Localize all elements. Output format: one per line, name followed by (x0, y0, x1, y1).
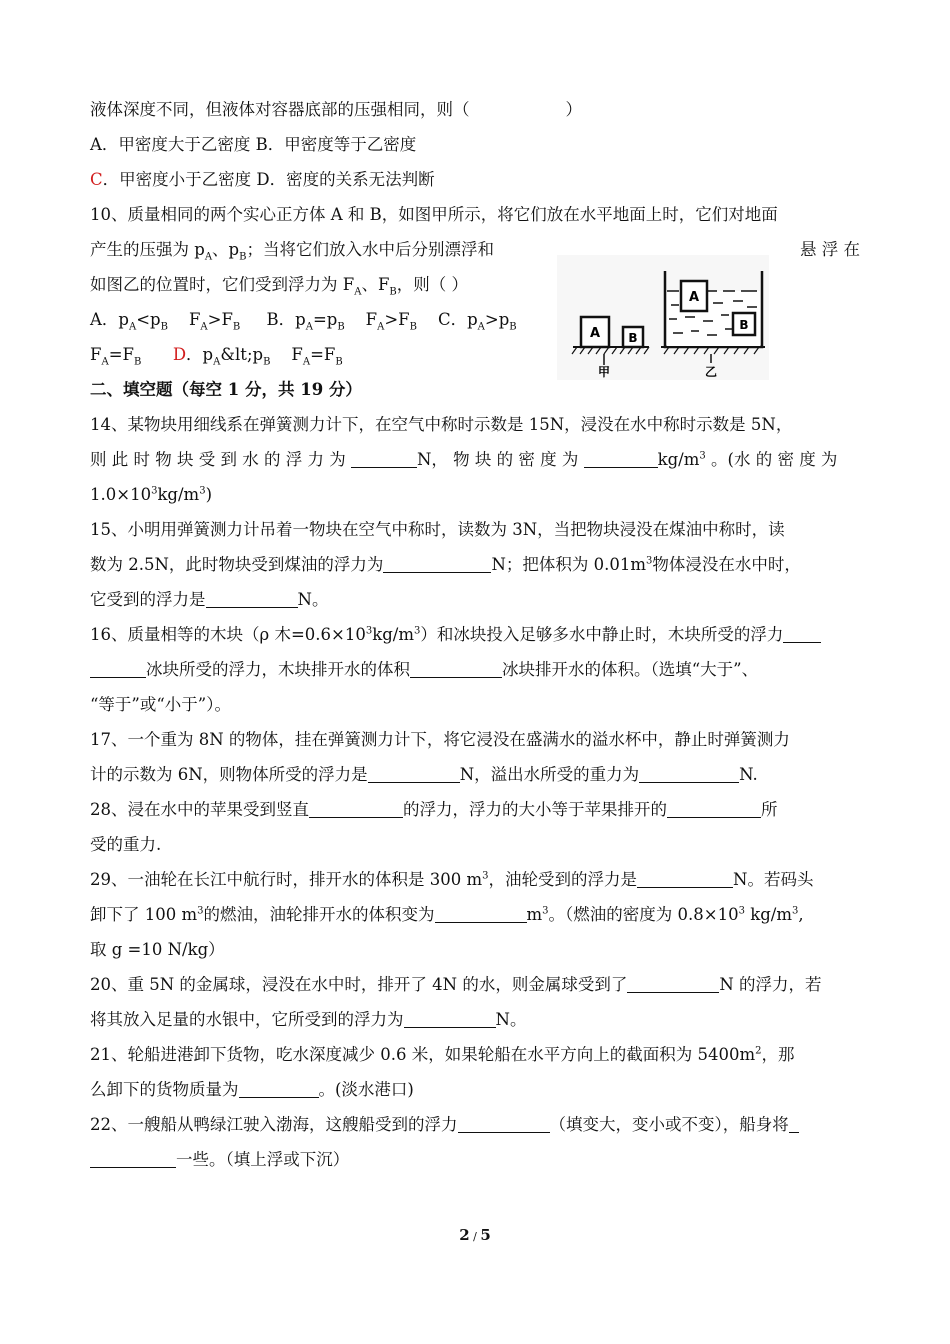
q16-text: kg/m (372, 625, 414, 644)
q10-option-d-letter: D (172, 345, 187, 364)
q29-text: ，油轮受到的浮力是 (488, 870, 637, 889)
label-jia: 甲 (597, 365, 611, 379)
q28-text: 28、浸在水中的苹果受到竖直 (90, 800, 309, 819)
q17-text: N. (739, 765, 758, 784)
q20-text: N 的浮力，若 (719, 975, 822, 994)
q15-line-3 (90, 582, 860, 617)
q10-option-d: ．$p_A\&lt;p_B$ $F_A=F_B$ (186, 345, 343, 368)
q15-text: 物体浸没在水中时， (652, 555, 801, 574)
q20-text: N。 (495, 1010, 527, 1029)
q16-line-3: “等于”或“小于”）。 (90, 695, 231, 714)
q20-text: 将其放入足量的水银中，它所受到的浮力为 (90, 1010, 404, 1029)
label-a-yi: A (688, 290, 700, 305)
q17-text: 计的示数为 6N，则物体所受的浮力是 (90, 765, 368, 784)
label-b-yi: B (739, 318, 749, 332)
q17-line-2 (90, 757, 860, 792)
q15-text: N。 (297, 590, 329, 609)
answer-blank[interactable] (309, 801, 403, 818)
q14-text: N， 物 块 的 密 度 为 (416, 450, 579, 469)
q14-line-1: 14、某物块用细线系在弹簧测力计下，在空气中称时示数是 15N，浸没在水中称时示数是 5N， (90, 415, 793, 434)
q28-text: 所 (761, 800, 778, 819)
answer-blank[interactable] (584, 451, 658, 468)
answer-blank[interactable] (90, 661, 146, 678)
q9-options-cd (90, 162, 860, 197)
q15-text: 数为 2.5N，此时物块受到煤油的浮力为 (90, 555, 384, 574)
q9-options-ab: A．甲密度大于乙密度 B．甲密度等于乙密度 (90, 135, 417, 154)
answer-blank[interactable] (206, 591, 298, 608)
q14-text: ) (205, 485, 213, 504)
q10-option-a: A．$p_A<p_B$ $F_A>F_B$ (90, 310, 241, 333)
q10-text: ，则（ ） (396, 275, 468, 294)
q10-text: 产生的压强为 p (90, 240, 205, 259)
q9-option-c-letter: C (90, 170, 103, 189)
q10-text: 、p (212, 240, 240, 259)
q14-text: 则 此 时 物 块 受 到 水 的 浮 力 为 (90, 450, 346, 469)
q20-text: 20、重 5N 的金属球，浸没在水中时，排开了 4N 的水，则金属球受到了 (90, 975, 628, 994)
q14-text: kg/m (157, 485, 200, 504)
q16-text: 16、质量相等的木块（ρ 木=0.6×10 (90, 625, 366, 644)
page-total: 5 (480, 1226, 491, 1244)
q16-text: 冰块排开水的体积。（选填“大于”、 (502, 660, 759, 679)
q29-text: 卸下了 100 m (90, 905, 198, 924)
q21-text: 么卸下的货物质量为 (90, 1080, 239, 1099)
q10-line-1: 10、质量相同的两个实心正方体 A 和 B，如图甲所示，将它们放在水平地面上时，它们对地面 (90, 205, 778, 224)
q16-line-1: 16、质量相等的木块（ρ 木$=0.6\times 10^3kg/m^3$）和冰块投入足够多水中静止时，木块所受的浮力 (90, 617, 860, 652)
q29-text: , (798, 905, 804, 924)
q16-text: ）和冰块投入足够多水中静止时，木块所受的浮力 (420, 625, 784, 644)
q14-text: 。(水 的 密 度 为 (711, 450, 838, 469)
sub-a: A (204, 251, 213, 263)
section-2-heading: 二、填空题（每空 1 分，共 19 分） (90, 380, 362, 399)
q29-line-3: 取 g =10 N/kg） (90, 940, 225, 959)
q15-line-2: 数为 2.5N，此时物块受到煤油的浮力为 N；把体积为 $0.01m^3$物体浸没在水中时， (90, 555, 801, 574)
q21-text: ，那 (761, 1045, 795, 1064)
q10-option-c-cont: $F_A=F_B$ (90, 345, 142, 368)
sub-b: B (389, 286, 397, 298)
q10-text: 、F (361, 275, 390, 294)
answer-blank[interactable] (783, 626, 821, 643)
answer-blank[interactable] (383, 556, 491, 573)
q15-line-1: 15、小明用弹簧测力计吊着一物块在空气中称时，读数为 3N，当把物块浸没在煤油中称时，读 (90, 520, 785, 539)
q14-line-3: $1.0\times 10^3kg/m^3$) (90, 485, 213, 504)
q20-line-2 (90, 1002, 860, 1037)
q17-line-1: 17、一个重为 8N 的物体，挂在弹簧测力计下，将它浸没在盛满水的溢水杯中，静止时弹簧测力 (90, 730, 790, 749)
sub-b: B (239, 251, 247, 263)
q10-text-right: 悬 浮 在 (800, 240, 860, 259)
q10-option-c: C．$p_A>p_B$ (437, 310, 517, 333)
q21-text: 21、轮船进港卸下货物，吃水深度减少 0.6 米，如果轮船在水平方向上的截面积为 5400m (90, 1045, 756, 1064)
label-b-jia: B (628, 331, 638, 345)
answer-blank[interactable] (637, 871, 733, 888)
q21-line-2 (90, 1072, 860, 1107)
q22-line-1 (90, 1107, 860, 1142)
label-a-jia: A (589, 326, 601, 341)
answer-blank[interactable] (627, 976, 719, 993)
q29-line-2: 卸下了 100 $m^3$的燃油，油轮排开水的体积变为 $m^3$。（燃油的密度为 $0.8\times 10^3$ $kg/m^3$, (90, 905, 804, 924)
page-current: 2 (459, 1226, 470, 1244)
sub-a: A (354, 286, 362, 298)
q29-text: kg/m (744, 905, 792, 924)
page-separator: / (469, 1230, 481, 1243)
page-number (0, 1226, 950, 1244)
answer-blank[interactable] (435, 906, 527, 923)
q14-text: 1.0×10 (90, 485, 152, 504)
q28-line-2: 受的重力. (90, 835, 162, 854)
q9-stem: 液体深度不同，但液体对容器底部的压强相同，则（ (90, 100, 470, 119)
answer-blank[interactable] (639, 766, 739, 783)
q17-text: N，溢出水所受的重力为 (459, 765, 640, 784)
q10-option-b: B．$p_A=p_B$ $F_A>F_B$ (266, 310, 417, 333)
q9-paren-close: ） (565, 100, 582, 119)
q10-text: 如图乙的位置时，它们受到浮力为 F (90, 275, 355, 294)
answer-blank[interactable] (404, 1011, 496, 1028)
q21-text: 。(淡水港口) (318, 1080, 414, 1099)
q21-line-1: 21、轮船进港卸下货物，吃水深度减少 0.6 米，如果轮船在水平方向上的截面积为 $5400m^2$，那 (90, 1045, 795, 1064)
q20-line-1 (90, 967, 860, 1002)
q29-text: m (526, 905, 543, 924)
q9-stem-line (90, 92, 860, 127)
q29-text: 29、一油轮在长江中航行时，排开水的体积是 300 m (90, 870, 483, 889)
q22-text: 22、一艘船从鸭绿江驶入渤海，这艘船受到的浮力 (90, 1115, 458, 1134)
q9-option-cd-text: ．甲密度小于乙密度 D．密度的关系无法判断 (102, 170, 435, 189)
q28-text: 的浮力，浮力的大小等于苹果排开的 (403, 800, 667, 819)
q15-text: 它受到的浮力是 (90, 590, 206, 609)
answer-blank[interactable] (458, 1116, 550, 1133)
q22-text: 一些。（填上浮或下沉） (176, 1150, 350, 1169)
q22-line-2 (90, 1142, 860, 1177)
answer-blank[interactable] (667, 801, 761, 818)
q14-line-2: 则 此 时 物 块 受 到 水 的 浮 力 为 N， 物 块 的 密 度 为 $kg/m^3$ 。(水 的 密 度 为 (90, 450, 838, 469)
q10-figure (557, 255, 769, 380)
q29-line-1: 29、一油轮在长江中航行时，排开水的体积是 300 $m^3$，油轮受到的浮力是 N。若码头 (90, 870, 814, 889)
q14-unit: kg/m (657, 450, 700, 469)
answer-blank[interactable] (351, 451, 417, 468)
q10-text: ；当将它们放入水中后分别漂浮和 (246, 240, 494, 259)
q15-text: N；把体积为 0.01m (491, 555, 647, 574)
q16-line-2 (90, 652, 860, 687)
q29-text: 的燃油，油轮排开水的体积变为 (203, 905, 435, 924)
q29-text: N。若码头 (733, 870, 814, 889)
q16-text: 冰块所受的浮力，木块排开水的体积 (146, 660, 410, 679)
label-yi: 乙 (704, 365, 718, 379)
q29-text: 。（燃油的密度为 0.8×10 (548, 905, 739, 924)
q22-text: （填变大，变小或不变），船身将 (549, 1115, 789, 1134)
answer-blank[interactable] (239, 1081, 319, 1098)
answer-blank[interactable] (90, 1151, 176, 1168)
answer-blank[interactable] (789, 1116, 799, 1133)
q28-line-1 (90, 792, 860, 827)
answer-blank[interactable] (410, 661, 502, 678)
answer-blank[interactable] (368, 766, 460, 783)
